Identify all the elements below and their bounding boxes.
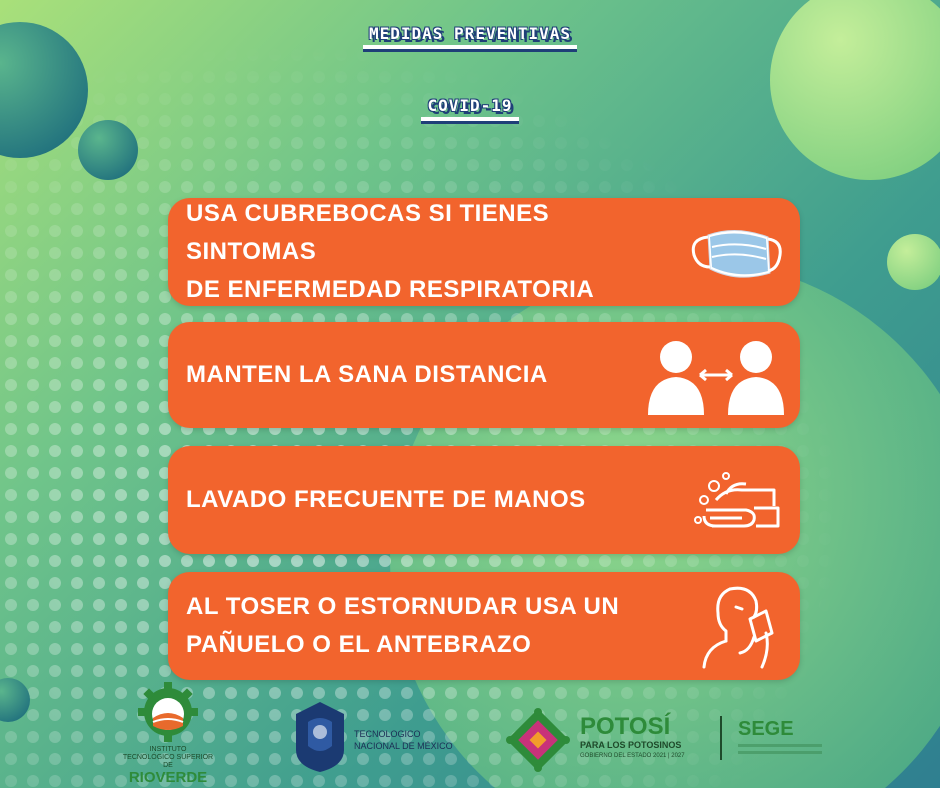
sege-subtitle-lines: [738, 744, 822, 754]
tecnm-emblem-icon: [292, 700, 348, 774]
logo-itsrioverde: [118, 682, 218, 786]
measure-card-sneeze: [168, 572, 800, 680]
potosi-tagline: PARA LOS POTOSINOS: [580, 740, 682, 750]
sege-name: SEGE: [738, 718, 794, 740]
measure-card-distance: [168, 322, 800, 428]
title-line-2: COVID-19: [0, 96, 940, 115]
potosi-name: POTOSÍ: [580, 713, 671, 740]
logo1-line2: TECNOLÓGICO SUPERIOR DE: [122, 754, 214, 769]
logo2-line1: TECNOLOGICO: [354, 729, 421, 739]
logo-potosi: [502, 700, 752, 780]
logo1-line3: RIOVERDE: [128, 769, 208, 786]
measure-card-mask: [168, 198, 800, 306]
measure-text: LAVADO FRECUENTE DE MANOS: [186, 486, 586, 513]
measure-card-handwash: [168, 446, 800, 554]
divider: [720, 716, 722, 760]
logo2-line2: NACIONAL DE MÉXICO: [354, 741, 453, 751]
title-line-1: MEDIDAS PREVENTIVAS: [0, 24, 940, 43]
measure-text: MANTEN LA SANA DISTANCIA: [186, 361, 548, 388]
logo-tecnm: [292, 700, 462, 780]
potosi-emblem-icon: [502, 704, 574, 776]
hand-washing-icon: [686, 460, 786, 540]
social-distance-icon: [646, 335, 786, 415]
logo1-line1: INSTITUTO: [149, 746, 187, 753]
measure-text: USA CUBREBOCAS SI TIENES SINTOMAS DE ENFERMEDAD RESPIRATORIA: [186, 200, 595, 303]
gear-logo-icon: [133, 682, 203, 746]
measure-text: AL TOSER O ESTORNUDAR USA UN PAÑUELO O EL ANTEBRAZO: [186, 593, 620, 658]
potosi-sub: GOBIERNO DEL ESTADO 2021 | 2027: [580, 753, 685, 759]
face-mask-icon: [686, 217, 786, 287]
sneeze-tissue-icon: [696, 581, 786, 671]
logo-sege: [738, 712, 828, 772]
